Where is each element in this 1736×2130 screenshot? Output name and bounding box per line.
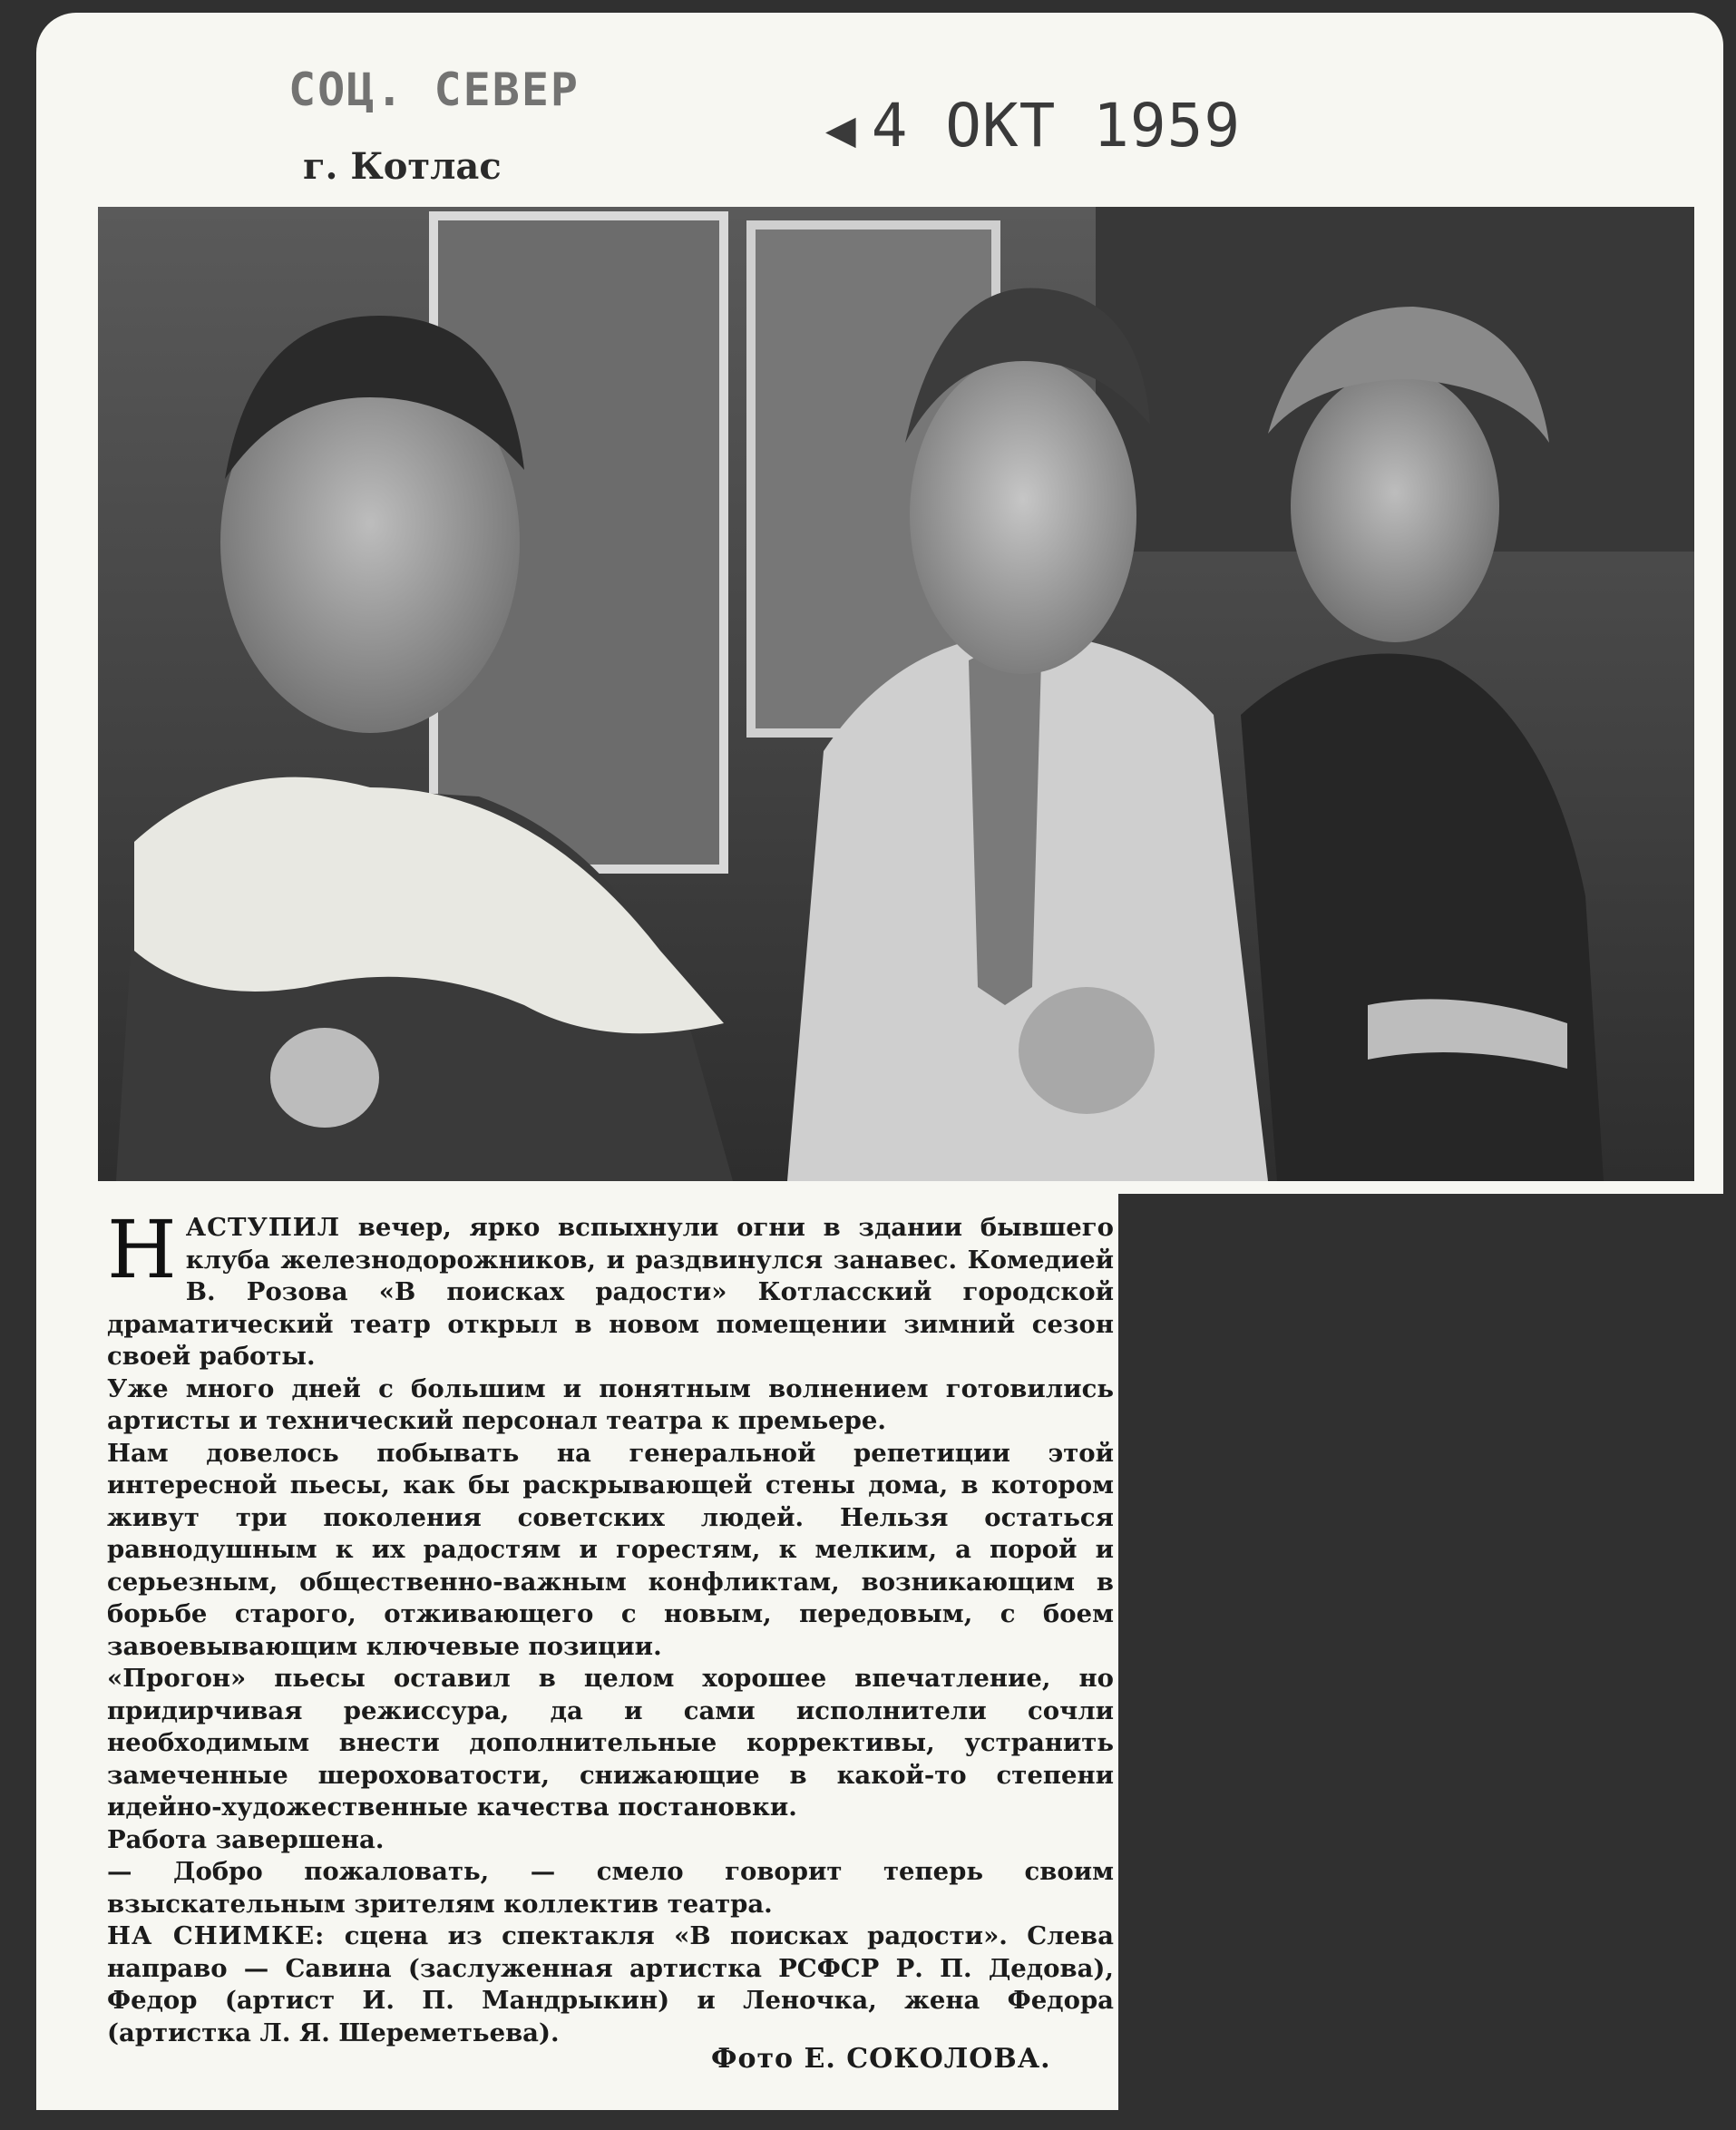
paragraph-1-text: вечер, ярко вспыхнули огни в здании бывшего клуба железнодорожников, и раздвинулся занавес. Комедией В. Розова «В поисках радости» Котласский городской драматический театр открыл в новом помещении зимний сезон своей работы. (107, 1213, 1114, 1371)
article-paragraph-5: Работа завершена. (107, 1824, 385, 1854)
article-paragraph-2: Уже много дней с большим и понятным волнением готовились артисты и технический персонал театра к премьере. (107, 1373, 1114, 1435)
article-paragraph-1 (107, 1203, 1114, 1373)
drop-cap: Н (107, 1203, 177, 1296)
date-stamp-text: 4 ОКТ 1959 (871, 91, 1242, 161)
lead-caps: АСТУПИЛ (185, 1213, 341, 1242)
woman-left-hands (270, 1028, 379, 1128)
stamp-arrow-icon: ◀ (825, 100, 857, 159)
photo-illustration (98, 207, 1694, 1181)
article-paragraph-6: — Добро пожаловать, — смело говорит теперь своим взыскательным зрителям коллектив театра. (107, 1857, 1114, 1919)
article-photo (98, 207, 1694, 1181)
man-hand (1019, 987, 1155, 1114)
photo-credit: Фото Е. СОКОЛОВА. (711, 2043, 1051, 2075)
man-tie (969, 642, 1041, 1005)
article-paragraph-4: «Прогон» пьесы оставил в целом хорошее впечатление, но придирчивая режиссура, да и сами исполнители сочли необходимым внести дополнительные коррективы, устранить замеченные шероховатости, снижающие в какой-то степени идейно-художественные качества постановки. (107, 1664, 1114, 1822)
woman-right-face (1291, 370, 1499, 642)
date-stamp (825, 91, 1241, 161)
article-text (107, 1203, 1114, 2049)
photo-caption (107, 1920, 1114, 2049)
caption-text: сцена из спектакля «В поисках радости». Слева направо — Савина (заслуженная артистка РСФСР Р. П. Дедова), Федор (артист И. П. Мандрыкин) и Леночка, жена Федора (артистка Л. Я. Шереметьева). (107, 1921, 1114, 2047)
city-stamp: г. Котлас (303, 145, 502, 188)
caption-label: НА СНИМКЕ: (107, 1921, 326, 1950)
article-paragraph-3: Нам довелось побывать на генеральной репетиции этой интересной пьесы, как бы раскрывающей стены дома, в котором живут три поколения советских людей. Нельзя остаться равнодушным к их радостям и горестям, к мелким, а порой и серьезным, общественно-важным конфликтам, возникающим в борьбе старого, отживающего с новым, передовым, с боем завоевывающим ключевые позиции. (107, 1438, 1114, 1661)
newspaper-name-stamp: СОЦ. СЕВЕР (288, 64, 580, 116)
man-face (910, 357, 1136, 674)
